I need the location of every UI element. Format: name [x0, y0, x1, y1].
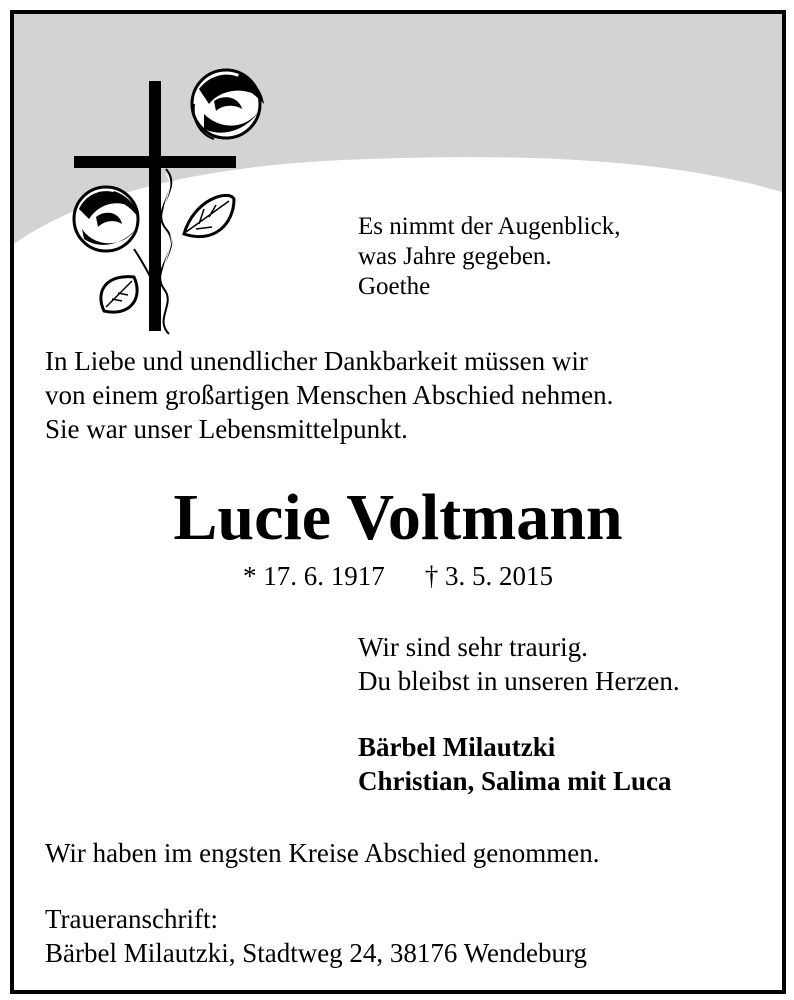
- address-label: Traueranschrift:: [45, 904, 218, 934]
- intro-line: In Liebe und unendlicher Dankbarkeit müssen wir: [45, 346, 588, 376]
- leaf-icon: [101, 277, 137, 313]
- rose-icon: [74, 187, 138, 251]
- goethe-quote: [358, 212, 620, 302]
- cross-with-roses-decoration: [54, 49, 284, 349]
- address-value: Bärbel Milautzki, Stadtweg 24, 38176 Wendeburg: [45, 938, 587, 968]
- farewell-notice: Wir haben im engsten Kreise Abschied genommen.: [45, 838, 600, 868]
- leaf-icon: [184, 195, 234, 236]
- sorrow-line: Du bleibst in unseren Herzen.: [358, 666, 680, 696]
- death-date: † 3. 5. 2015: [424, 561, 553, 591]
- intro-line: Sie war unser Lebensmittelpunkt.: [45, 414, 408, 444]
- intro-text: [45, 344, 613, 446]
- birth-date: * 17. 6. 1917: [243, 561, 385, 591]
- mourners-signature: [358, 730, 672, 798]
- mourner-name: Bärbel Milautzki: [358, 732, 556, 762]
- quote-line: was Jahre gegeben.: [358, 243, 552, 270]
- mourner-name: Christian, Salima mit Luca: [358, 766, 672, 796]
- intro-line: von einem großartigen Menschen Abschied nehmen.: [45, 380, 614, 410]
- obituary-notice: [10, 10, 786, 994]
- deceased-name: Lucie Voltmann: [173, 481, 623, 554]
- vine-stem: [160, 169, 171, 334]
- quote-line: Es nimmt der Augenblick,: [358, 213, 621, 240]
- quote-author: Goethe: [358, 273, 431, 300]
- mourning-address: [45, 902, 587, 970]
- sorrow-line: Wir sind sehr traurig.: [358, 632, 588, 662]
- life-dates: [14, 559, 782, 593]
- rose-icon: [192, 70, 264, 139]
- sorrow-text: [358, 630, 680, 698]
